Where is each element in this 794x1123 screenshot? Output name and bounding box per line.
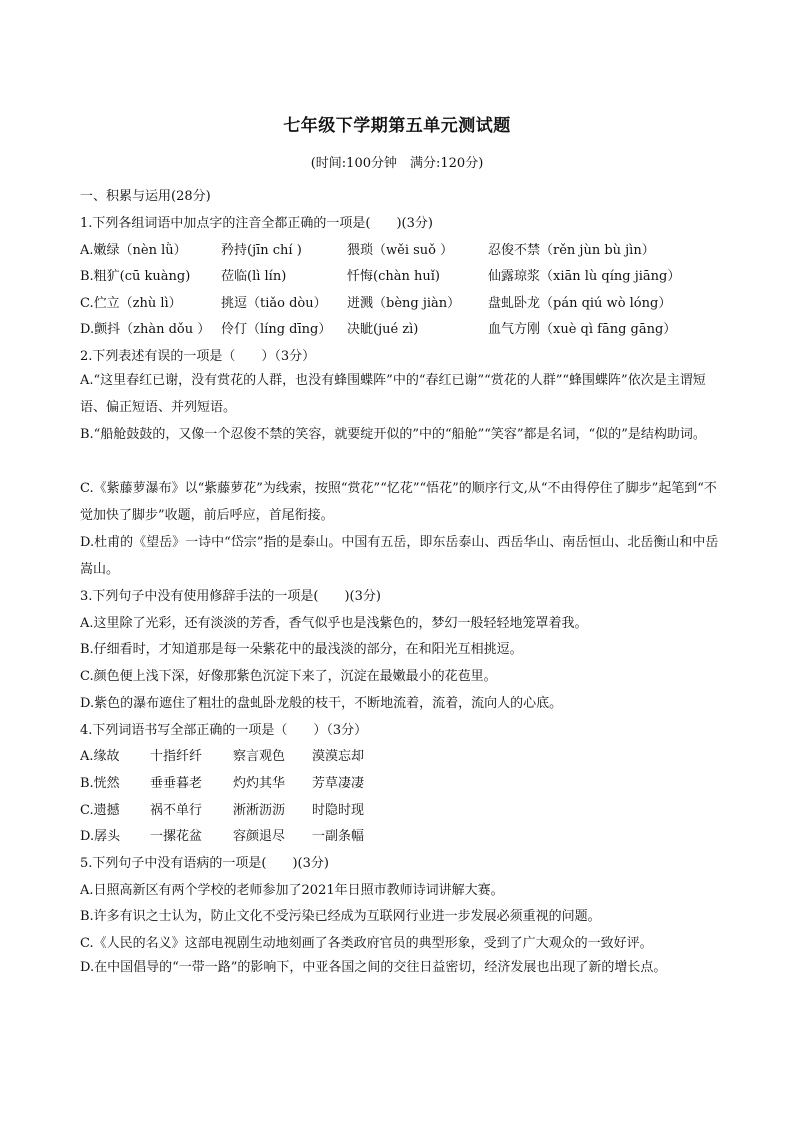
q3-option-d: D.紫色的瀑布遮住了粗壮的盘虬卧龙般的枝干，不断地流着，流着，流向人的心底。	[80, 696, 563, 711]
question-2-stem: 2.下列表述有误的一项是（ ）（3分）	[80, 349, 316, 364]
q4-option-d-word-1: D.孱头	[80, 829, 121, 844]
q1-option-c-word-1: C.伫立（zhù lì）	[80, 296, 182, 311]
q1-option-d-word-4: 血气方刚（xuè qì fāng gāng）	[488, 322, 677, 337]
q4-option-c-word-2: 祸不单行	[150, 803, 203, 818]
q4-option-b-word-2: 垂垂暮老	[150, 776, 203, 791]
q4-option-a-word-2: 十指纤纤	[150, 749, 203, 764]
q1-option-a-word-3: 猥琐（wěi suǒ ）	[347, 243, 454, 258]
q2-option-b: B.“船舱鼓鼓的，又像一个忍俊不禁的笑容，就要绽开似的”中的“船舱”“笑容”都是名词，“似的”是结构助词。	[80, 427, 706, 442]
q5-option-a: A.日照高新区有两个学校的老师参加了2021年日照市教师诗词讲解大赛。	[80, 883, 504, 898]
page-subtitle: (时间:100分钟 满分:120分)	[310, 156, 484, 171]
question-3-stem: 3.下列句子中没有使用修辞手法的一项是( )(3分)	[80, 589, 381, 604]
q1-option-b-word-2: 莅临(lì lín)	[221, 269, 287, 284]
question-5-stem: 5.下列句子中没有语病的一项是( )(3分)	[80, 856, 329, 871]
q1-option-d-word-2: 伶仃（líng dīng）	[221, 322, 332, 337]
q5-option-c: C.《人民的名义》这部电视剧生动地刻画了各类政府官员的典型形象，受到了广大观众的一致好评。	[80, 936, 653, 951]
q4-option-b-word-4: 芳草凄凄	[312, 776, 365, 791]
q1-option-b-word-4: 仙露琼浆（xiān lù qíng jiāng）	[488, 269, 681, 284]
q1-option-d-word-1: D.颤抖（zhàn dǒu ）	[80, 322, 211, 337]
q3-option-a: A.这里除了光彩，还有淡淡的芳香，香气似乎也是浅紫色的，梦幻一般轻轻地笼罩着我。	[80, 616, 588, 631]
q1-option-d-word-3: 决眦(jué zì)	[347, 322, 419, 337]
q3-option-b: B.仔细看时，才知道那是每一朵紫花中的最浅淡的部分，在和阳光互相挑逗。	[80, 642, 523, 657]
q2-option-d: D.杜甫的《望岳》一诗中“岱宗”指的是泰山。中国有五岳，即东岳泰山、西岳华山、南岳恒山、北岳衡山和中岳嵩山。	[80, 535, 719, 577]
question-4-stem: 4.下列词语书写全部正确的一项是（ ）（3分）	[80, 723, 368, 738]
q4-option-a-word-4: 漠漠忘却	[312, 749, 365, 764]
q5-option-b: B.许多有识之士认为，防止文化不受污染已经成为互联网行业进一步发展必须重视的问题。	[80, 909, 601, 924]
q1-option-a-word-1: A.嫩绿（nèn lǜ）	[80, 243, 187, 258]
question-1-stem: 1.下列各组词语中加点字的注音全都正确的一项是( )(3分)	[80, 216, 433, 231]
q4-option-a-word-3: 察言观色	[233, 749, 286, 764]
q4-option-c-word-4: 时隐时现	[312, 803, 365, 818]
q4-option-d-word-4: 一副条幅	[312, 829, 365, 844]
q2-option-a: A.“这里春红已谢，没有赏花的人群，也没有蜂围蝶阵”中的“春红已谢”“赏花的人群”“蜂围蝶阵”依次是主谓短语、偏正短语、并列短语。	[80, 373, 706, 415]
q4-option-c-word-1: C.遗撼	[80, 803, 120, 818]
q5-option-d: D.在中国倡导的“一带一路”的影响下，中亚各国之间的交往日益密切，经济发展也出现了新的增长点。	[80, 960, 667, 975]
q1-option-a-word-4: 忍俊不禁（rěn jùn bù jìn）	[488, 243, 655, 258]
q4-option-a-word-1: A.缘故	[80, 749, 120, 764]
q4-option-d-word-3: 容颜退尽	[233, 829, 286, 844]
section-heading: 一、积累与运用(28分)	[80, 189, 211, 204]
q4-option-d-word-2: 一摞花盆	[150, 829, 203, 844]
q1-option-b-word-3: 忏悔(chàn huǐ)	[347, 269, 440, 284]
q1-option-c-word-4: 盘虬卧龙（pán qiú wò lóng）	[488, 296, 672, 311]
q1-option-a-word-2: 矜持(jīn chí )	[221, 243, 302, 258]
q4-option-c-word-3: 淅淅沥沥	[233, 803, 286, 818]
q4-option-b-word-1: B.恍然	[80, 776, 120, 791]
q4-option-b-word-3: 灼灼其华	[233, 776, 286, 791]
q1-option-c-word-2: 挑逗（tiǎo dòu）	[221, 296, 327, 311]
q2-option-c: C.《紫藤萝瀑布》以“紫藤萝花”为线索，按照“赏花”“忆花”“悟花”的顺序行文,从“不由得停住了脚步”起笔到“不觉加快了脚步”收题，前后呼应，首尾衔接。	[80, 481, 717, 523]
q3-option-c: C.颜色便上浅下深，好像那紫色沉淀下来了，沉淀在最嫩最小的花苞里。	[80, 669, 497, 684]
q1-option-b-word-1: B.粗犷(cū kuàng)	[80, 269, 191, 284]
q1-option-c-word-3: 迸溅（bèng jiàn）	[347, 296, 461, 311]
page-title: 七年级下学期第五单元测试题	[283, 116, 511, 136]
